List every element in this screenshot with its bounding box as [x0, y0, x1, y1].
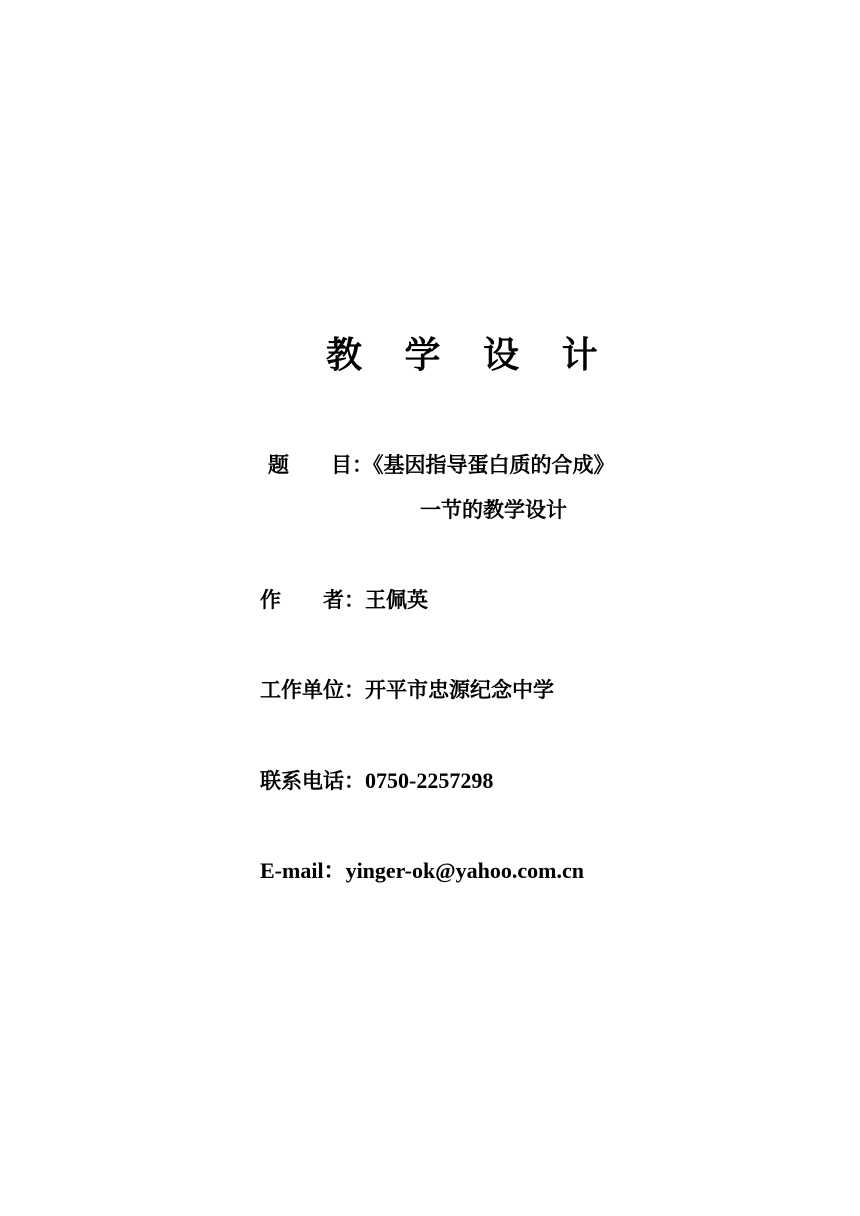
author-value: 王佩英	[365, 588, 428, 612]
topic-value-line2: 一节的教学设计	[420, 498, 567, 522]
email-label: E-mail：	[260, 858, 346, 883]
topic-value-line1: 《基因指导蛋白质的合成》	[373, 453, 615, 477]
topic-row	[268, 455, 615, 476]
phone-label: 联系电话：	[260, 769, 365, 793]
document-title: 教 学 设 计	[326, 335, 613, 376]
author-row	[260, 590, 428, 611]
organization-value: 开平市忠源纪念中学	[365, 678, 554, 702]
email-value: yinger-ok@yahoo.com.cn	[345, 858, 584, 883]
phone-value: 0750-2257298	[365, 768, 494, 793]
organization-label: 工作单位：	[260, 678, 365, 702]
email-row	[260, 860, 584, 882]
organization-row	[260, 680, 554, 701]
topic-label: 题 目：	[268, 453, 373, 477]
phone-row	[260, 770, 493, 792]
author-label: 作 者：	[260, 588, 365, 612]
